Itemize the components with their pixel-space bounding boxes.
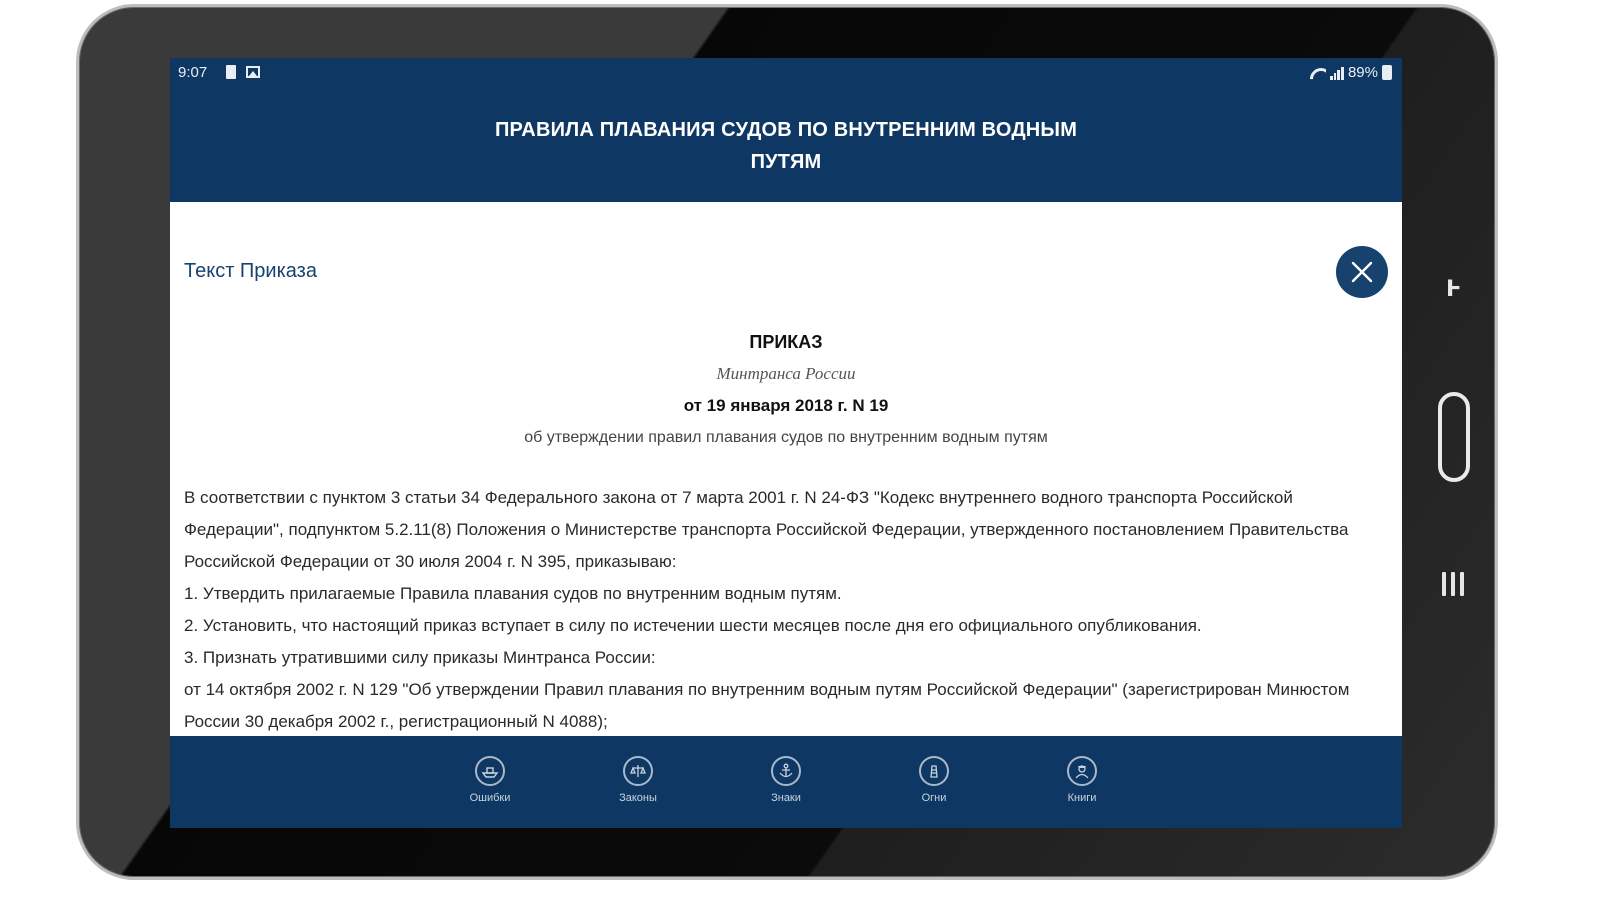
app-header [170, 58, 1402, 202]
nav-item-label: Знаки [771, 792, 801, 804]
app-screen [170, 58, 1402, 828]
bottom-navigation [170, 736, 1402, 828]
law-icon [623, 756, 653, 786]
hardware-recent-apps-icon[interactable] [1440, 572, 1466, 598]
page-title-line2: ПУТЯМ [750, 151, 822, 173]
battery-percent: 89% [1347, 64, 1378, 81]
nav-item-label: Законы [619, 792, 657, 804]
nav-item-signs[interactable] [712, 736, 860, 828]
nav-item-lights[interactable] [860, 736, 1008, 828]
document-paragraph: В соответствии с пунктом 3 статьи 34 Федерального закона от 7 марта 2001 г. N 24-ФЗ "Кодекс внутреннего водного транспорта Российской Федерации", подпунктом 5.2.11(8) Положения о Министерстве транспорта Российской Федерации, утвержденного постановлением Правительства Российской Федерации от 30 июля 2004 г. N 395, приказываю: [184, 488, 1349, 571]
signal-icon [1330, 66, 1344, 80]
anchor-icon [771, 756, 801, 786]
ship-icon [475, 756, 505, 786]
nav-item-laws[interactable] [564, 736, 712, 828]
document-header [170, 326, 1402, 454]
status-bar [170, 58, 1402, 88]
nav-item-errors[interactable] [416, 736, 564, 828]
nav-item-label: Книги [1067, 792, 1097, 804]
status-time: 9:07 [178, 64, 208, 81]
nav-item-books[interactable] [1008, 736, 1156, 828]
nav-item-label: Огни [921, 792, 947, 804]
close-button[interactable] [1336, 246, 1388, 298]
page-title [170, 114, 1402, 178]
wifi-icon [1310, 66, 1326, 80]
document-subject: об утверждении правил плавания судов по внутренним водным путям [524, 429, 1048, 446]
sim-card-icon [226, 65, 236, 79]
close-icon [1349, 259, 1375, 285]
document-body [184, 482, 1394, 736]
captain-icon [1067, 756, 1097, 786]
document-content[interactable] [170, 202, 1402, 736]
lighthouse-icon [919, 756, 949, 786]
section-label: Текст Приказа [184, 260, 317, 282]
document-issuer: Минтранса России [716, 364, 856, 383]
nav-item-label: Ошибки [469, 792, 511, 804]
document-type: ПРИКАЗ [749, 332, 823, 352]
document-paragraph: 2. Установить, что настоящий приказ вступает в силу по истечении шести месяцев после дня его официального опубликования. [184, 616, 1202, 635]
hardware-home-button[interactable] [1438, 392, 1470, 482]
hardware-back-icon[interactable]: Ⱶ [1446, 277, 1462, 302]
battery-icon [1382, 65, 1392, 80]
document-date: от 19 января 2018 г. N 19 [683, 396, 889, 415]
document-paragraph: 3. Признать утратившими силу приказы Минтранса России: [184, 648, 656, 667]
page-title-line1: ПРАВИЛА ПЛАВАНИЯ СУДОВ ПО ВНУТРЕННИМ ВОДНЫМ [494, 119, 1078, 141]
document-paragraph: 1. Утвердить прилагаемые Правила плавания судов по внутренним водным путям. [184, 584, 842, 603]
document-paragraph: от 14 октября 2002 г. N 129 "Об утверждении Правил плавания по внутренним водным путям Российской Федерации" (зарегистрирован Минюстом России 30 декабря 2002 г., регистрационный N 4088); [184, 680, 1350, 731]
image-notification-icon [246, 66, 260, 78]
